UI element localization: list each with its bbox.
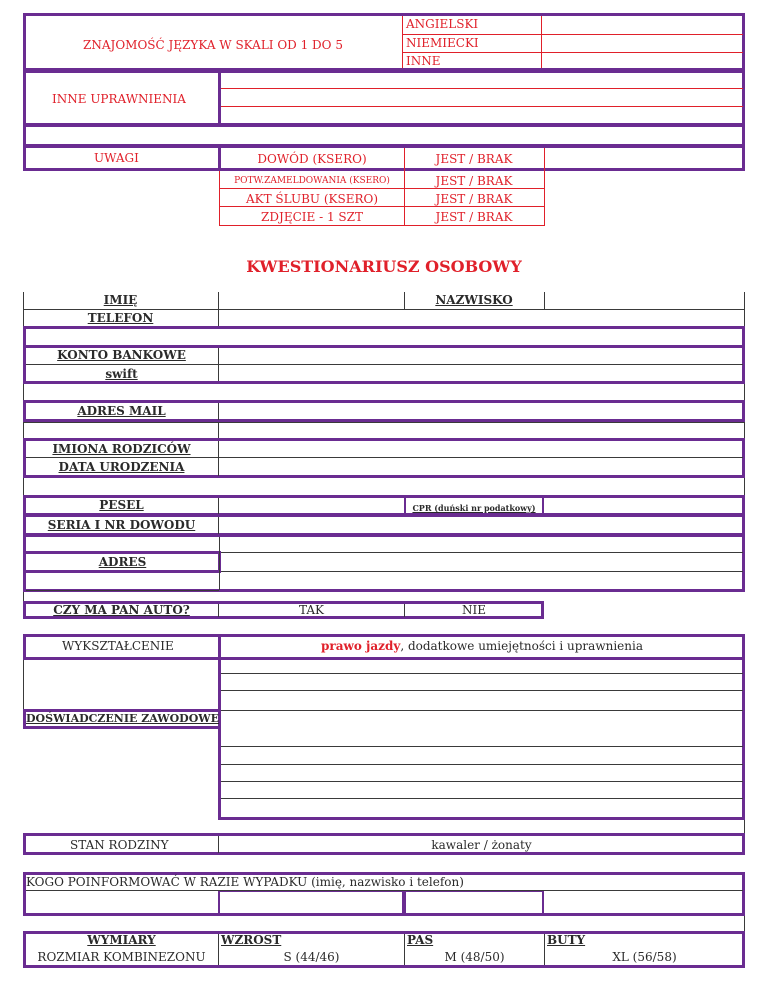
skills-caption (221, 639, 743, 653)
shoes-label: BUTY (547, 933, 586, 947)
waist-label: PAS (407, 933, 434, 947)
doc-residence-status[interactable]: JEST / BRAK (435, 174, 513, 188)
emergency-contact-input[interactable] (26, 892, 743, 914)
parents-names-input[interactable] (220, 441, 743, 456)
doc-residence: POTW.ZAMELDOWANIA (KSERO) (234, 176, 390, 186)
height-value[interactable]: S (44/46) (283, 950, 340, 964)
birth-date-input[interactable] (220, 459, 743, 475)
bank-account-label: KONTO BANKOWE (57, 348, 186, 362)
id-number-input[interactable] (220, 517, 743, 534)
doc-photo-status[interactable]: JEST / BRAK (435, 210, 513, 224)
page-title: KWESTIONARIUSZ OSOBOWY (246, 257, 522, 276)
car-question: CZY MA PAN AUTO? (53, 603, 190, 617)
language-label: ZNAJOMOŚĆ JĘZYKA W SKALI OD 1 DO 5 (83, 38, 343, 52)
experience-input[interactable] (221, 712, 743, 817)
experience-label: DOŚWIADCZENIE ZAWODOWE (26, 712, 220, 725)
other-licences-label: INNE UPRAWNIENIA (52, 92, 186, 106)
cpr-label: CPR (duński nr podatkowy) (412, 503, 536, 513)
email-label: ADRES MAIL (77, 404, 166, 418)
waist-value[interactable]: M (48/50) (444, 950, 505, 964)
language-other-input[interactable] (543, 53, 743, 68)
address-label: ADRES (98, 555, 147, 569)
pesel-input[interactable] (220, 498, 402, 514)
education-label: WYKSZTAŁCENIE (62, 639, 174, 653)
swift-input[interactable] (220, 366, 743, 381)
education-input[interactable] (221, 661, 743, 709)
doc-marriage-status[interactable]: JEST / BRAK (435, 192, 513, 206)
height-label: WZROST (221, 933, 282, 947)
parents-names-label: IMIONA RODZICÓW (52, 442, 191, 456)
shoes-value[interactable]: XL (56/58) (612, 950, 677, 964)
id-number-label: SERIA I NR DOWODU (47, 518, 196, 532)
language-english: ANGIELSKI (406, 17, 479, 31)
coverall-size-label: ROZMIAR KOMBINEZONU (37, 950, 206, 964)
other-licences-input[interactable] (224, 73, 742, 123)
sizes-label: WYMIARY (87, 933, 156, 947)
doc-id-copy: DOWÓD (KSERO) (257, 152, 367, 166)
cpr-input[interactable] (546, 498, 743, 514)
first-name-input[interactable] (220, 293, 403, 308)
doc-id-copy-status[interactable]: JEST / BRAK (435, 152, 513, 166)
car-no-option[interactable]: NIE (462, 603, 486, 617)
bank-account-input[interactable] (220, 348, 743, 363)
language-german: NIEMIECKI (406, 36, 479, 50)
language-german-input[interactable] (543, 35, 743, 52)
language-other: INNE (406, 54, 441, 68)
phone-input[interactable] (220, 311, 743, 325)
last-name-input[interactable] (546, 293, 743, 308)
birth-date-label: DATA URODZENIA (58, 460, 185, 474)
doc-marriage: AKT ŚLUBU (KSERO) (245, 192, 379, 206)
phone-label: TELEFON (87, 311, 154, 325)
skills-caption-rest: , dodatkowe umiejętności i uprawnienia (400, 639, 643, 653)
emergency-contact-label: KOGO POINFORMOWAĆ W RAZIE WYPADKU (imię, nazwisko i telefon) (26, 875, 464, 889)
address-input[interactable] (222, 537, 743, 590)
email-input[interactable] (220, 403, 743, 420)
driving-licence-highlight: prawo jazdy (321, 639, 401, 653)
family-status-value[interactable]: kawaler / żonaty (431, 838, 532, 852)
first-name-label: IMIĘ (103, 293, 138, 307)
language-english-input[interactable] (543, 16, 743, 33)
pesel-label: PESEL (99, 498, 144, 512)
doc-photo: ZDJĘCIE - 1 SZT (261, 210, 363, 224)
last-name-label: NAZWISKO (435, 293, 513, 307)
family-status-label: STAN RODZINY (70, 838, 169, 852)
remarks-label: UWAGI (94, 151, 139, 165)
car-yes-option[interactable]: TAK (299, 603, 324, 617)
swift-label: swift (105, 367, 138, 381)
